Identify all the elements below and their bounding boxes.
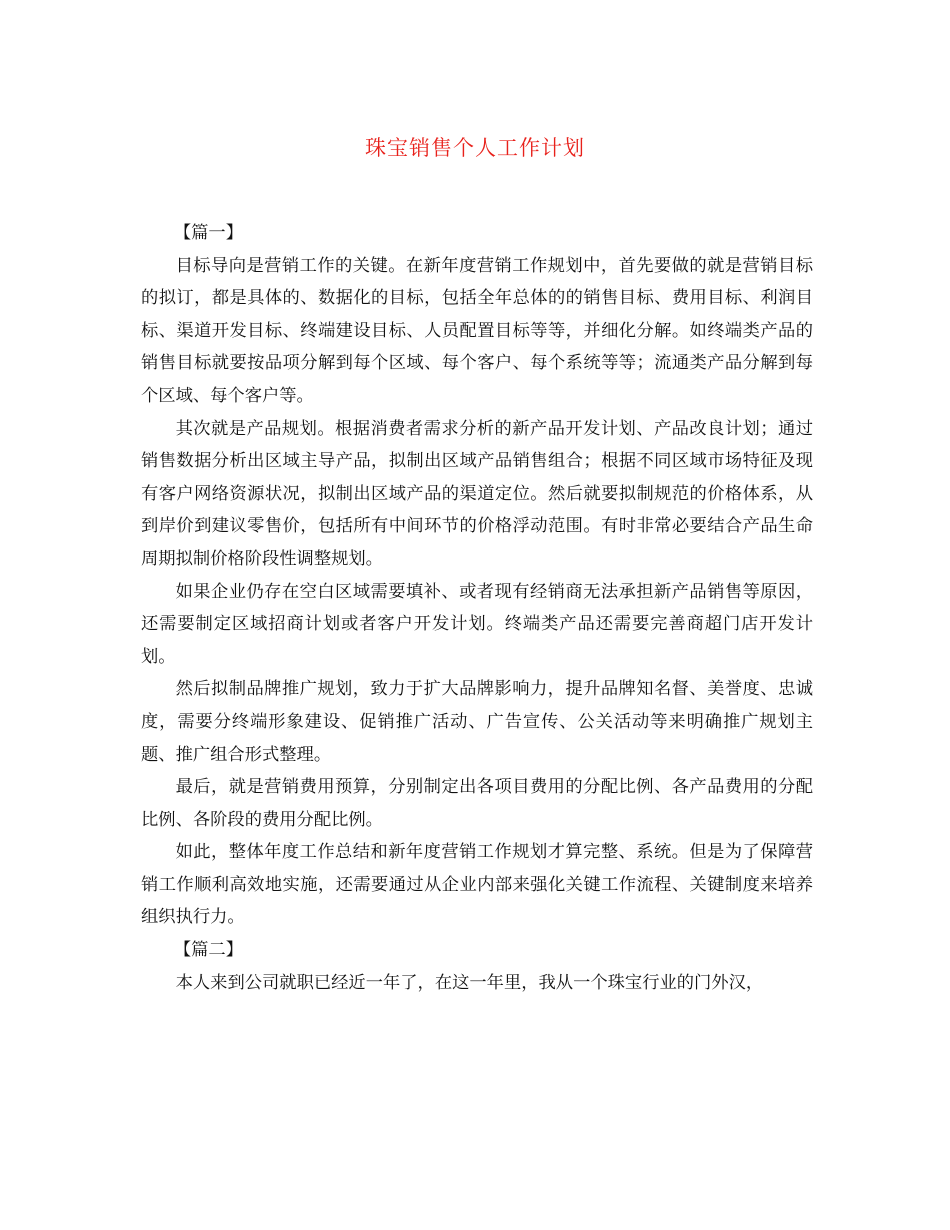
paragraph: 然后拟制品牌推广规划，致力于扩大品牌影响力，提升品牌知名督、美誉度、忠诚度，需要分终端形象建设、促销推广活动、广告宣传、公关活动等来明确推广规划主题、推广组合形式整理。 [141,679,813,765]
paragraph: 如此，整体年度工作总结和新年度营销工作规划才算完整、系统。但是为了保障营销工作顺利高效地实施，还需要通过从企业内部来强化关键工作流程、关键制度来培养组织执行力。 [141,842,813,928]
document-body [141,217,813,999]
section-heading: 【篇一】 [173,223,243,243]
paragraph: 如果企业仍存在空白区域需要填补、或者现有经销商无法承担新产品销售等原因，还需要制定区域招商计划或者客户开发计划。终端类产品还需要完善商超门店开发计划。 [141,581,813,667]
paragraph: 最后，就是营销费用预算，分别制定出各项目费用的分配比例、各产品费用的分配比例、各阶段的费用分配比例。 [141,777,813,830]
paragraph: 目标导向是营销工作的关键。在新年度营销工作规划中，首先要做的就是营销目标的拟订，都是具体的、数据化的目标，包括全年总体的的销售目标、费用目标、利润目标、渠道开发目标、终端建设目标、人员配置目标等等，并细化分解。如终端类产品的销售目标就要按品项分解到每个区域、每个客户、每个系统等等；流通类产品分解到每个区域、每个客户等。 [141,255,813,406]
paragraph: 其次就是产品规划。根据消费者需求分析的新产品开发计划、产品改良计划；通过销售数据分析出区域主导产品，拟制出区域产品销售组合；根据不同区域市场特征及现有客户网络资源状况，拟制出区域产品的渠道定位。然后就要拟制规范的价格体系，从到岸价到建议零售价，包括所有中间环节的价格浮动范围。有时非常必要结合产品生命周期拟制价格阶段性调整规划。 [141,418,813,569]
document-title: 珠宝销售个人工作计划 [365,136,585,160]
paragraph: 本人来到公司就职已经近一年了，在这一年里，我从一个珠宝行业的门外汉， [175,972,764,993]
section-heading: 【篇二】 [173,940,243,961]
